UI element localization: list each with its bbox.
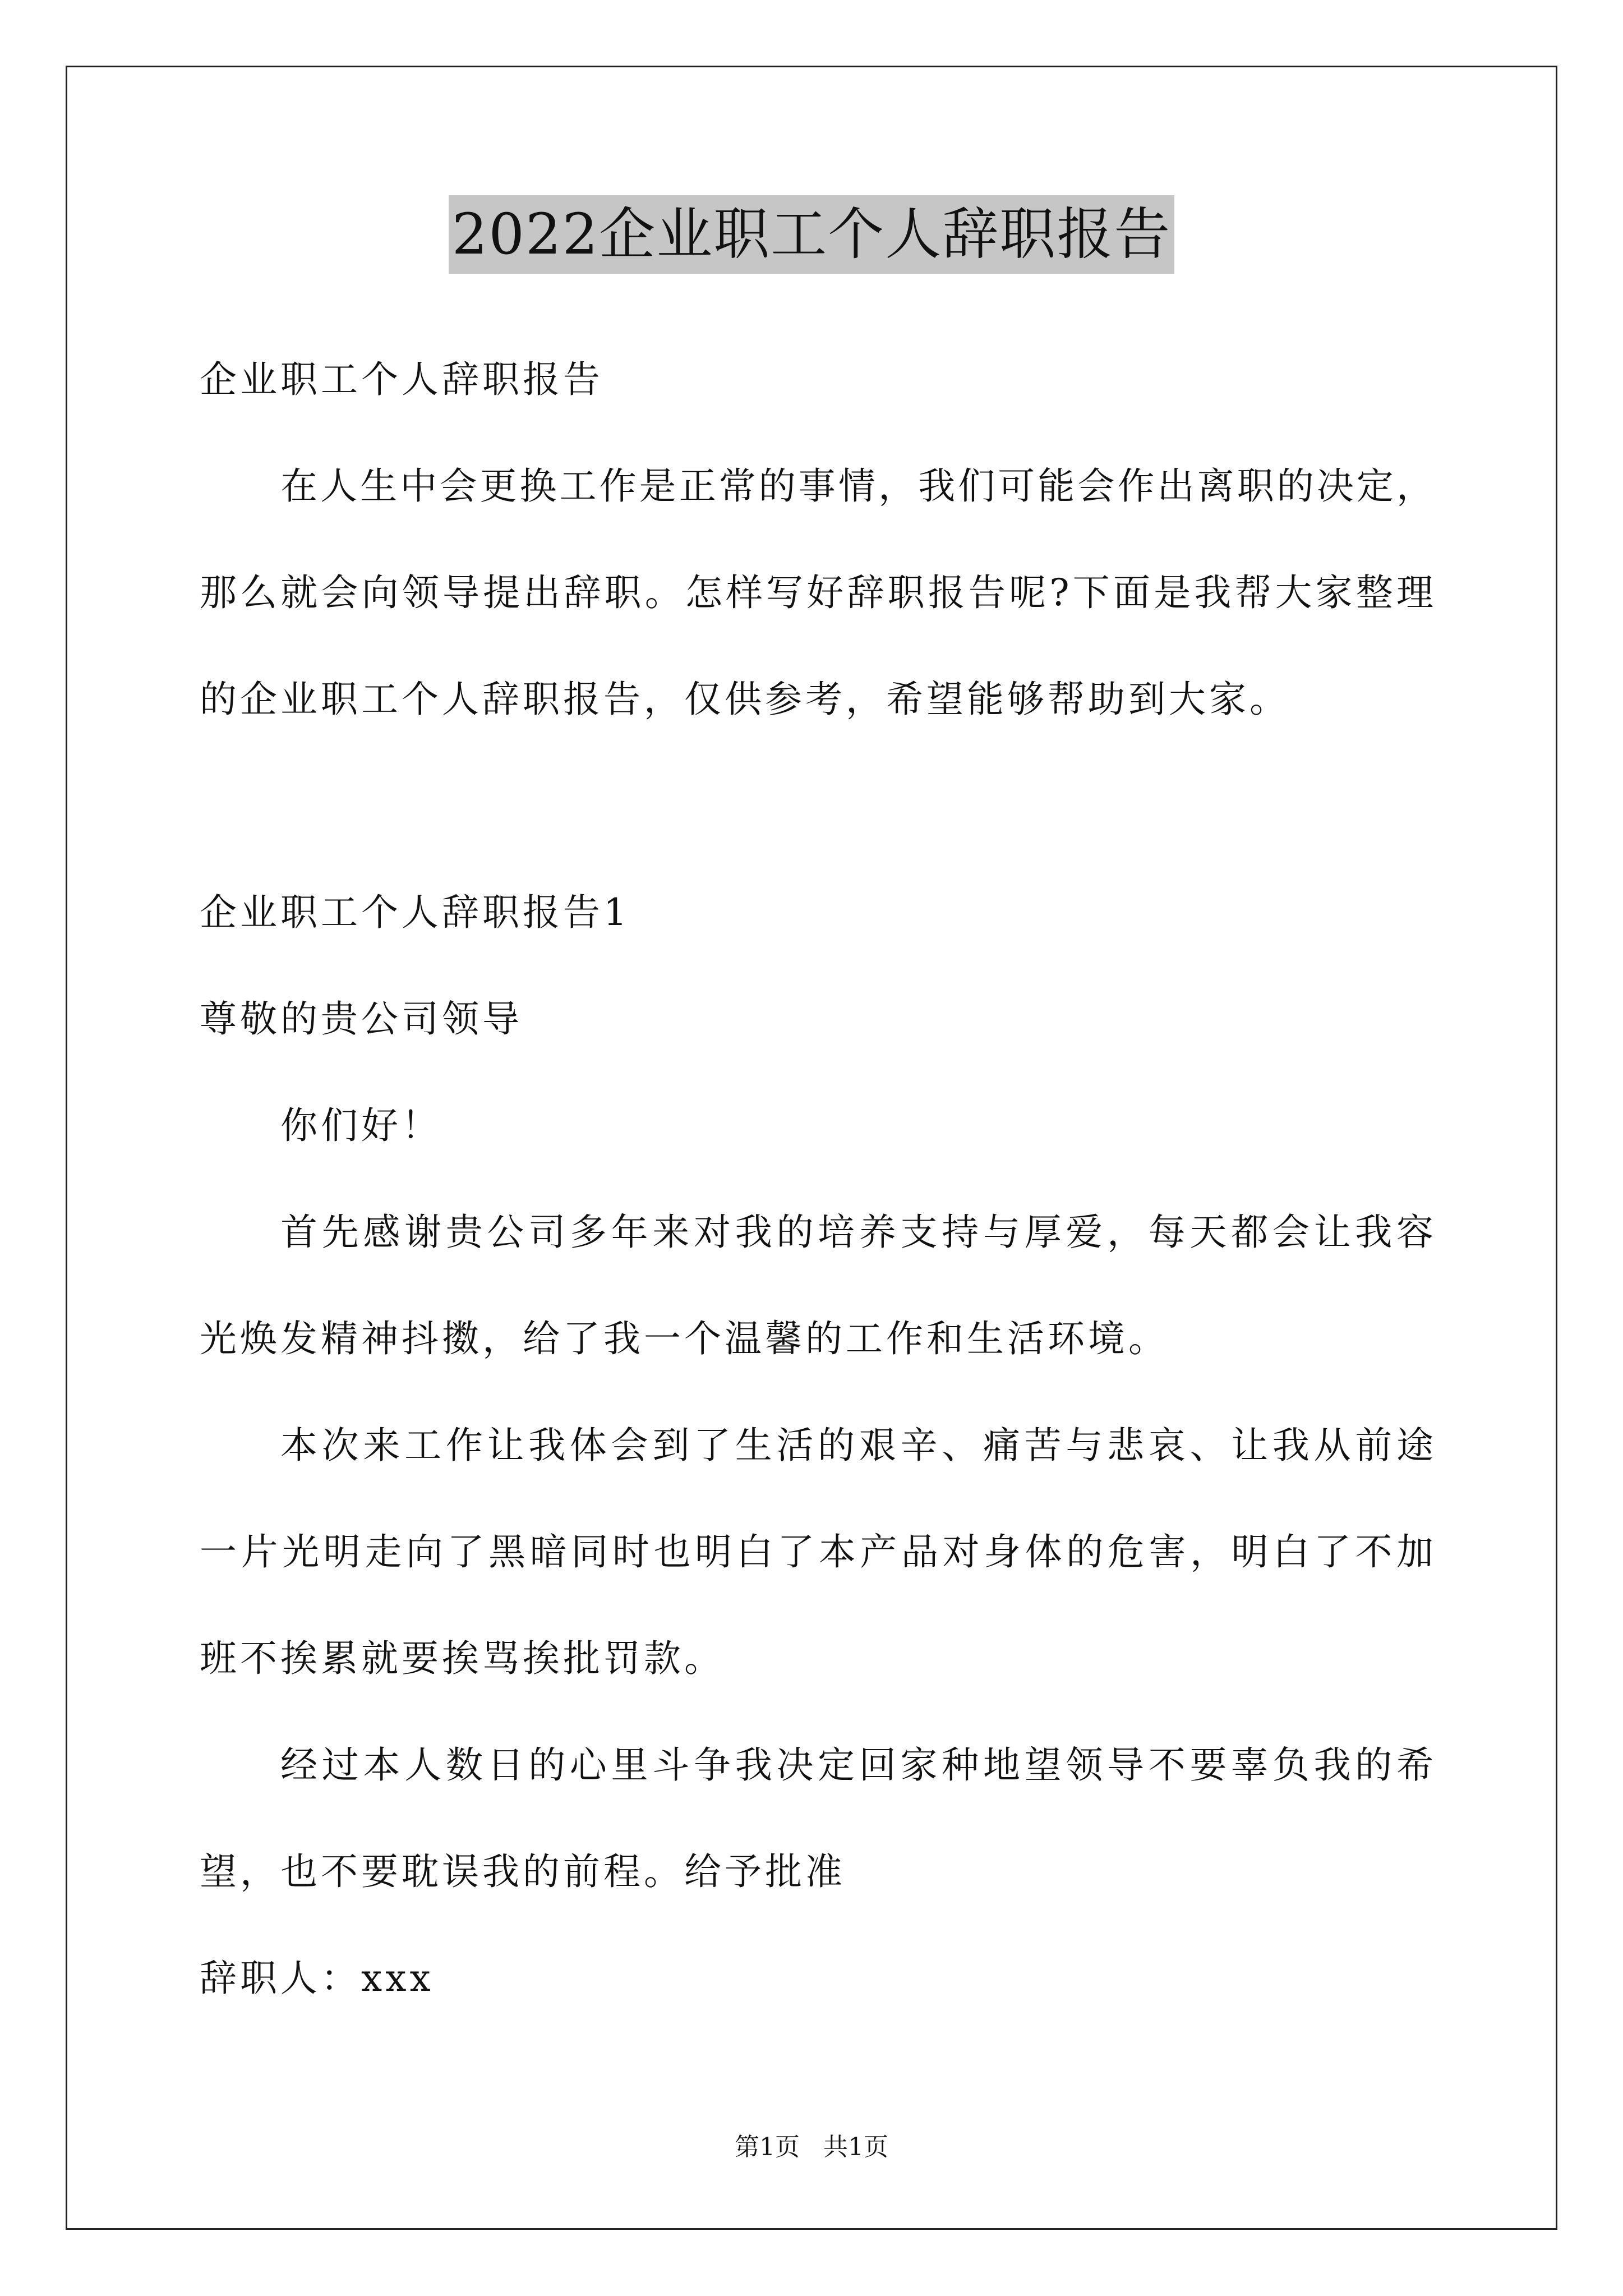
document-title: 2022企业职工个人辞职报告	[449, 195, 1175, 274]
page-footer: 第1页 共1页	[735, 2133, 888, 2161]
intro-line-2: 那么就会向领导提出辞职。怎样写好辞职报告呢?下面是我帮大家整理	[200, 571, 1433, 614]
paragraph1-line-2: 光焕发精神抖擞，给了我一个温馨的工作和生活环境。	[200, 1317, 1169, 1360]
paragraph2-line-3: 班不挨累就要挨骂挨批罚款。	[200, 1637, 725, 1680]
document-subtitle: 企业职工个人辞职报告	[200, 358, 603, 401]
paragraph2-line-2: 一片光明走向了黑暗同时也明白了本产品对身体的危害，明白了不加	[200, 1530, 1433, 1573]
paragraph3-line-1: 经过本人数日的心里斗争我决定回家种地望领导不要辜负我的希	[280, 1743, 1433, 1787]
intro-line-1: 在人生中会更换工作是正常的事情，我们可能会作出离职的决定，	[280, 464, 1433, 508]
paragraph2-line-1: 本次来工作让我体会到了生活的艰辛、痛苦与悲哀、让我从前途	[280, 1424, 1433, 1467]
greeting: 你们好！	[280, 1104, 442, 1147]
section-heading: 企业职工个人辞职报告1	[200, 891, 630, 934]
paragraph3-line-2: 望，也不要耽误我的前程。给予批准	[200, 1850, 846, 1893]
signature: 辞职人：xxx	[200, 1957, 434, 2000]
title-container	[0, 195, 1623, 274]
intro-line-3: 的企业职工个人辞职报告，仅供参考，希望能够帮助到大家。	[200, 678, 1290, 721]
salutation: 尊敬的贵公司领导	[200, 997, 523, 1041]
paragraph1-line-1: 首先感谢贵公司多年来对我的培养支持与厚爱，每天都会让我容	[280, 1211, 1433, 1254]
